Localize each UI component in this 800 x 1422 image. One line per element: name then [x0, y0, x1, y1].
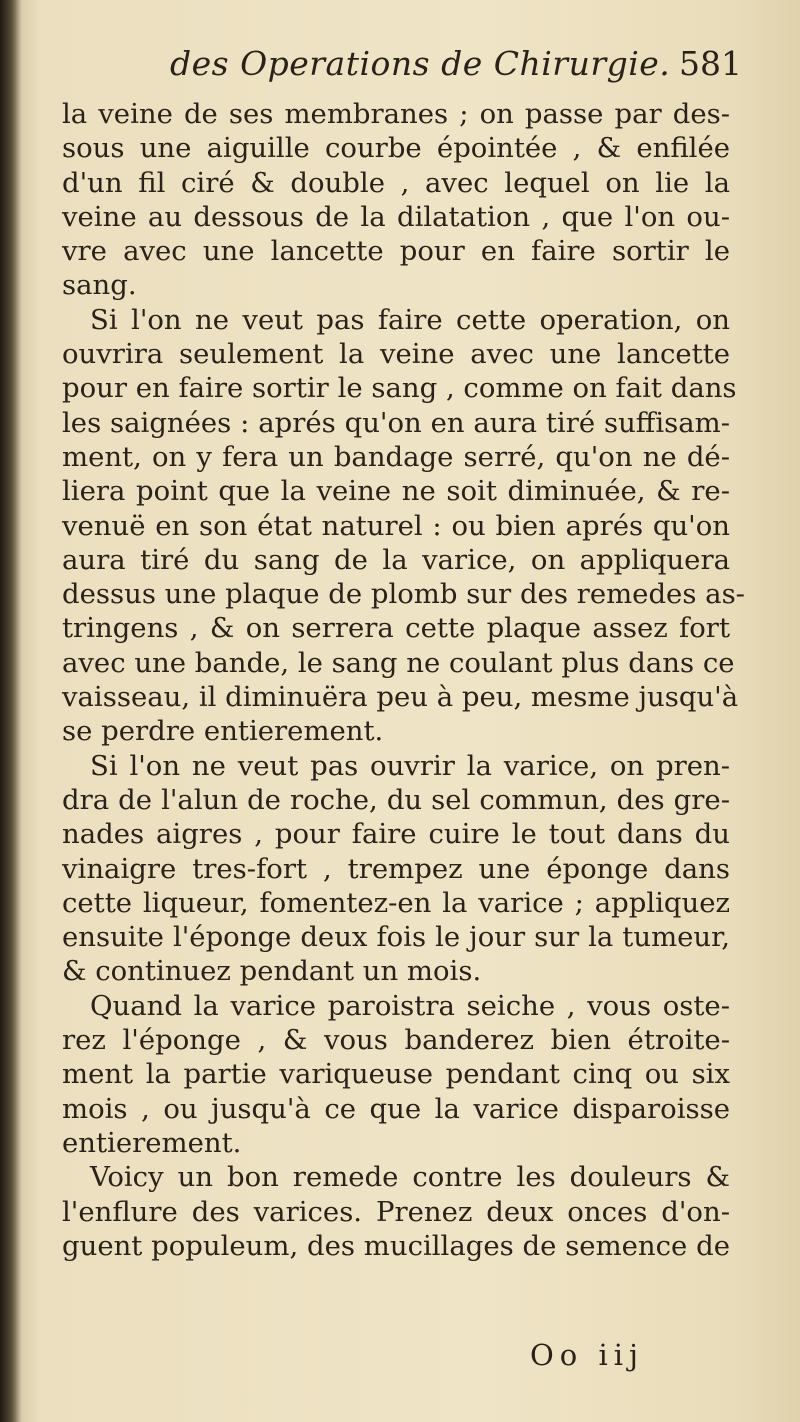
- text-line: tringens , & on serrera cette plaque assez fort: [62, 612, 730, 645]
- text-line: liera point que la veine ne soit diminuée, & re-: [62, 475, 730, 508]
- running-title: des Operations de Chirurgie.: [170, 44, 671, 83]
- text-line: la veine de ses membranes ; on passe par des-: [62, 98, 730, 130]
- paragraph-start: Quand la varice paroistra seiche , vous oste-: [90, 989, 730, 1022]
- text-line: pour en faire sortir le sang , comme on fait dans: [62, 372, 737, 405]
- text-line: aura tiré du sang de la varice, on appliquera: [62, 543, 730, 576]
- text-line: les saignées : aprés qu'on en aura tiré suffisam-: [62, 406, 730, 439]
- text-line: guent populeum, des mucillages de semence de: [62, 1229, 730, 1262]
- text-line: vre avec une lancette pour en faire sortir le: [62, 235, 730, 268]
- paragraph-start: Si l'on ne veut pas ouvrir la varice, on pren-: [90, 749, 730, 782]
- text-line: sang.: [62, 269, 137, 302]
- text-line: ouvrira seulement la veine avec une lancette: [62, 338, 730, 371]
- text-line: & continuez pendant un mois.: [62, 955, 482, 988]
- body-text: [62, 97, 745, 1263]
- text-line: vinaigre tres-fort , trempez une éponge dans: [62, 852, 730, 885]
- text-line: veine au dessous de la dilatation , que l'on ou-: [62, 200, 730, 233]
- paragraph-start: Voicy un bon remede contre les douleurs &: [90, 1161, 730, 1194]
- text-line: dessus une plaque de plomb sur des remedes as-: [62, 578, 745, 611]
- text-line: d'un fil ciré & double , avec lequel on lie la: [62, 166, 730, 199]
- paragraph-start: Si l'on ne veut pas faire cette operation, on: [90, 303, 730, 336]
- text-line: avec une bande, le sang ne coulant plus dans ce: [62, 646, 735, 679]
- text-line: ensuite l'éponge deux fois le jour sur la tumeur,: [62, 921, 730, 954]
- page-header: [60, 44, 760, 94]
- text-line: ment, on y fera un bandage serré, qu'on ne dé-: [62, 440, 730, 473]
- text-line: dra de l'alun de roche, du sel commun, des gre-: [62, 783, 730, 816]
- text-line: vaisseau, il diminuëra peu à peu, mesme jusqu'à: [62, 681, 739, 714]
- page-number: 581: [679, 44, 742, 83]
- text-line: venuë en son état naturel : ou bien aprés qu'on: [62, 509, 730, 542]
- text-line: sous une aiguille courbe épointée , & enfilée: [62, 132, 730, 165]
- text-line: nades aigres , pour faire cuire le tout dans du: [62, 818, 730, 851]
- text-line: se perdre entierement.: [62, 715, 384, 748]
- text-line: rez l'éponge , & vous banderez bien étroite-: [62, 1024, 730, 1057]
- text-line: l'enflure des varices. Prenez deux onces d'on-: [62, 1195, 730, 1228]
- signature-mark: Oo iij: [530, 1338, 644, 1372]
- text-line: ment la partie variqueuse pendant cinq ou six: [62, 1058, 730, 1091]
- text-line: mois , ou jusqu'à ce que la varice disparoisse: [62, 1092, 730, 1125]
- text-line: entierement.: [62, 1126, 242, 1159]
- binding-gutter: [0, 0, 22, 1422]
- text-line: cette liqueur, fomentez-en la varice ; appliquez: [62, 886, 730, 919]
